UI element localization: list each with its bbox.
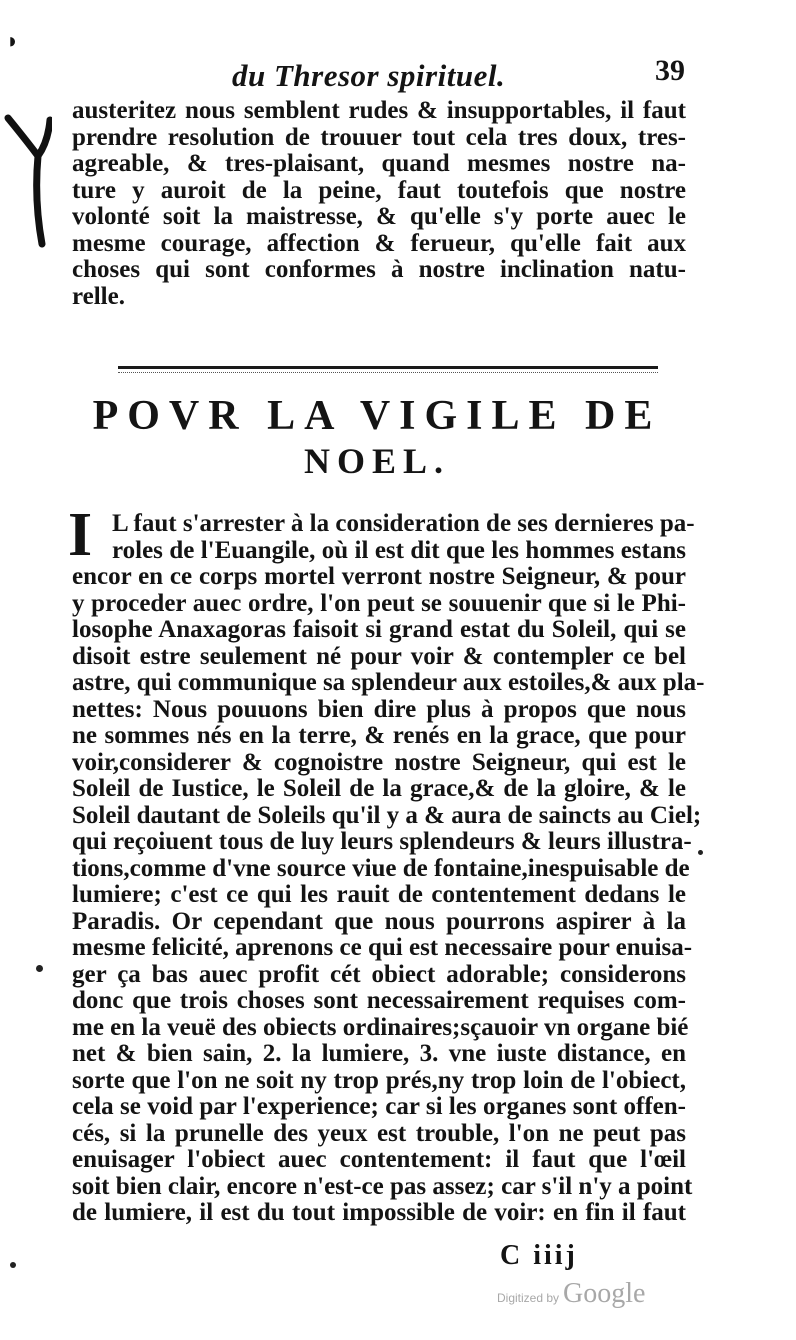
- main-paragraph: [72, 510, 705, 1227]
- watermark-prefix: Digitized by: [497, 1291, 560, 1305]
- text-line: nettes: Nous pouuons bien dire plus à propos que nous: [72, 695, 686, 723]
- margin-bracket-mark: [4, 110, 52, 250]
- running-title: du Thresor spirituel.: [232, 58, 506, 93]
- text-line: Paradis. Or cependant que nous pourrons aspirer à la: [72, 907, 686, 935]
- text-line: L faut s'arrester à la consideration de ses dernieres pa-: [112, 510, 695, 537]
- text-line: qui reçoiuent tous de luy leurs splendeurs & leurs illustra-: [72, 828, 692, 855]
- text-line: mesme felicité, aprenons ce qui est necessaire pour enuisa-: [72, 934, 693, 961]
- drop-cap: I: [68, 501, 93, 569]
- text-line: me en la veuë des obiects ordinaires;sçauoir vn organe bié: [72, 1013, 689, 1041]
- watermark-logo: Google: [563, 1278, 646, 1309]
- text-line: cés, si la prunelle des yeux est trouble, l'on ne peut pas: [72, 1119, 686, 1147]
- margin-ink-dot: [698, 850, 703, 855]
- text-line: de lumiere, il est du tout impossible de voir: en fin il faut: [72, 1199, 686, 1226]
- margin-ink-dot: [36, 965, 43, 972]
- text-line: agreable, & tres-plaisant, quand mesmes nostre na-: [72, 150, 686, 177]
- text-line: ger ça bas auec profit cét obiect adorable; considerons: [72, 960, 686, 988]
- text-line: Soleil dautant de Soleils qu'il y a & aura de saincts au Ciel;: [72, 801, 702, 829]
- text-line: enuisager l'obiect auec contentement: il faut que l'œil: [72, 1146, 686, 1173]
- section-divider: [118, 366, 658, 369]
- text-line: ne sommes nés en la terre, & renés en la grace, que pour: [72, 722, 686, 749]
- text-line: mesme courage, affection & ferueur, qu'elle fait aux: [72, 229, 686, 257]
- section-heading-continued: NOEL.: [303, 441, 451, 481]
- text-line: Soleil de Iustice, le Soleil de la grace,& de la gloire, & le: [72, 775, 686, 802]
- signature-mark: C iiij: [500, 1240, 578, 1271]
- text-line: donc que trois choses sont necessairement requises com-: [72, 987, 686, 1014]
- margin-ink-dot: [10, 1262, 16, 1268]
- scan-corner-mark: ◗: [6, 28, 20, 53]
- page-number: 39: [655, 54, 685, 87]
- text-line: net & bien sain, 2. la lumiere, 3. vne iuste distance, en: [72, 1040, 686, 1067]
- section-heading: POVR LA VIGILE DE: [92, 393, 662, 439]
- text-line: relle.: [72, 282, 125, 310]
- text-line: austeritez nous semblent rudes & insupportables, il faut: [72, 97, 686, 124]
- text-line: cela se void par l'experience; car si les organes sont offen-: [72, 1093, 686, 1120]
- text-line: voir,considerer & cognoistre nostre Seigneur, qui est le: [72, 748, 686, 776]
- text-line: volonté soit la maistresse, & qu'elle s'y porte auec le: [72, 203, 686, 230]
- text-line: lumiere; c'est ce qui les rauit de contentement dedans le: [72, 881, 686, 908]
- text-line: sorte que l'on ne soit ny trop prés,ny trop loin de l'obiect,: [72, 1066, 686, 1094]
- text-line: ture y auroit de la peine, faut toutefois que nostre: [72, 176, 686, 204]
- text-line: soit bien clair, encore n'est-ce pas assez; car s'il n'y a point: [72, 1172, 693, 1200]
- text-line: astre, qui communique sa splendeur aux estoiles,& aux pla-: [72, 669, 705, 696]
- text-line: disoit estre seulement né pour voir & contempler ce bel: [72, 642, 686, 670]
- previous-paragraph: [72, 98, 686, 310]
- digitization-watermark: [497, 1278, 645, 1310]
- text-line: choses qui sont conformes à nostre inclination natu-: [72, 256, 686, 283]
- text-line: encor en ce corps mortel verront nostre Seigneur, & pour: [72, 563, 686, 590]
- text-line: roles de l'Euangile, où il est dit que les hommes estans: [112, 536, 686, 564]
- text-line: tions,comme d'vne source viue de fontaine,inespuisable de: [72, 854, 690, 882]
- text-line: losophe Anaxagoras faisoit si grand estat du Soleil, qui se: [72, 616, 686, 643]
- text-line: y proceder auec ordre, l'on peut se souuenir que si le Phi-: [72, 589, 686, 617]
- text-line: prendre resolution de trouuer tout cela tres doux, tres-: [72, 123, 686, 151]
